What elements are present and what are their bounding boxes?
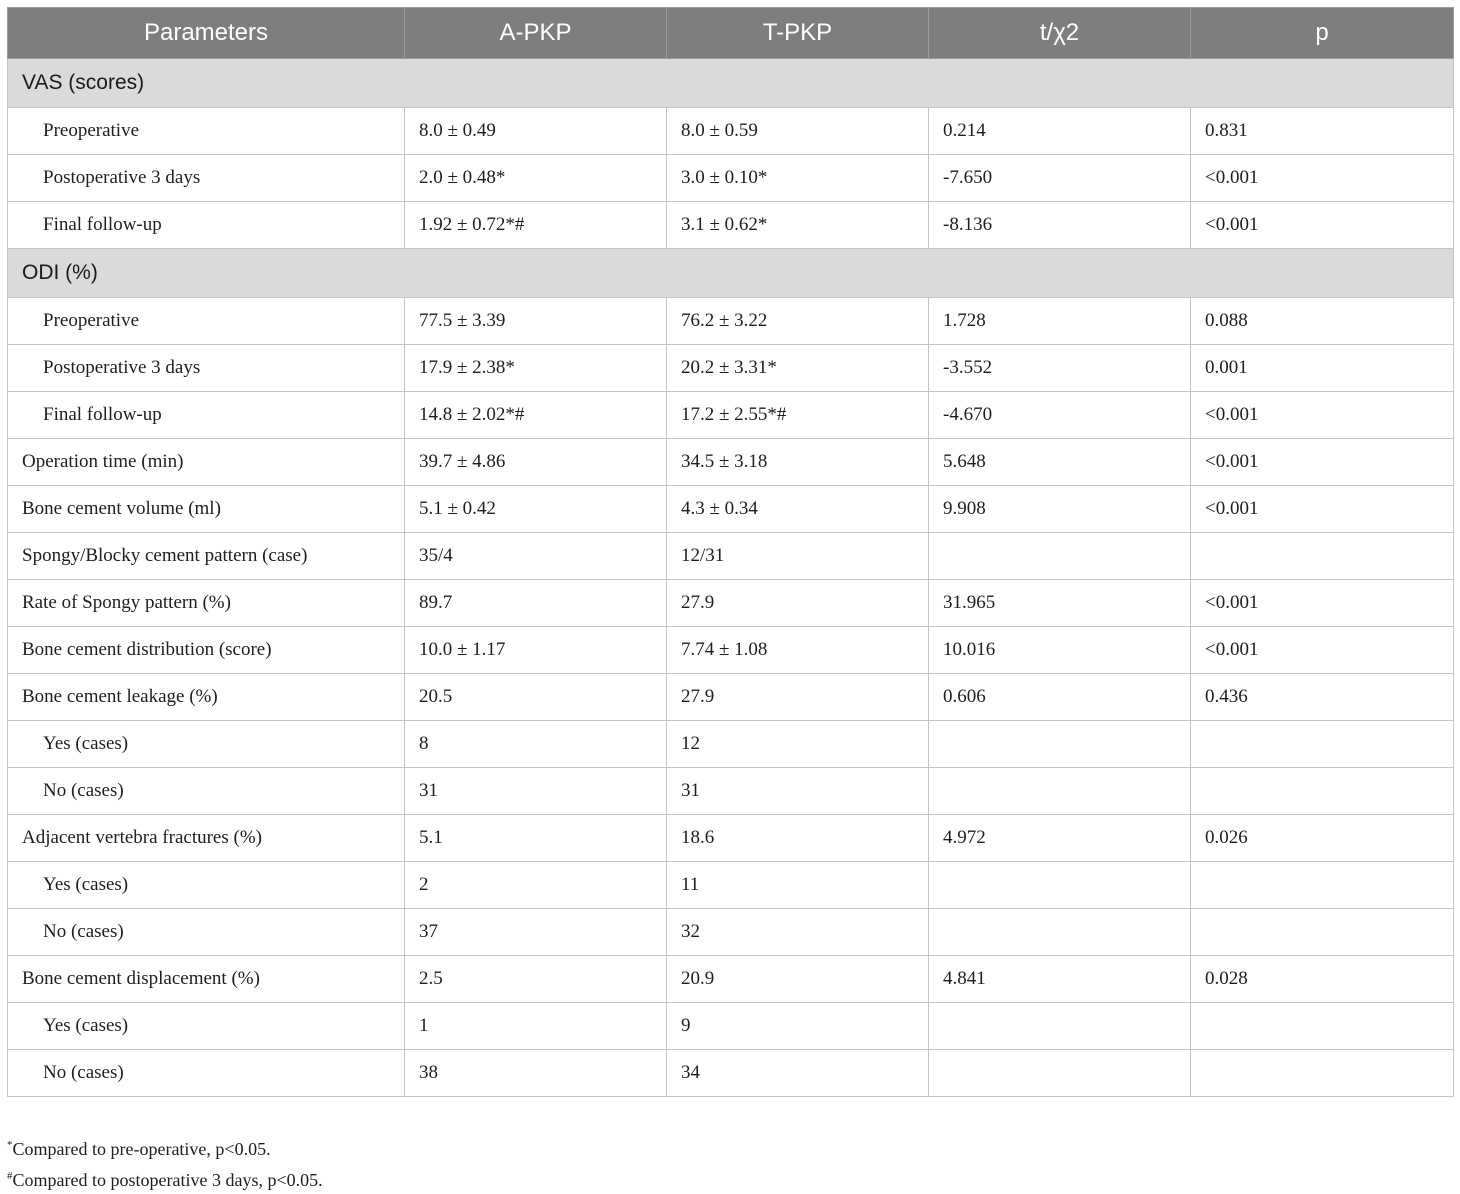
statistic-cell: -3.552 — [929, 345, 1191, 392]
a-pkp-cell: 2.0 ± 0.48* — [405, 155, 667, 202]
t-pkp-cell: 8.0 ± 0.59 — [667, 108, 929, 155]
p-value-cell: 0.001 — [1191, 345, 1454, 392]
table-row — [8, 155, 1454, 202]
a-pkp-cell: 2.5 — [405, 956, 667, 1003]
t-pkp-cell: 11 — [667, 862, 929, 909]
p-value-cell: 0.026 — [1191, 815, 1454, 862]
table-row — [8, 909, 1454, 956]
parameter-cell: Final follow-up — [8, 202, 405, 249]
statistic-cell — [929, 721, 1191, 768]
statistic-cell: 9.908 — [929, 486, 1191, 533]
parameter-cell: Postoperative 3 days — [8, 345, 405, 392]
table-row — [8, 956, 1454, 1003]
t-pkp-cell: 76.2 ± 3.22 — [667, 298, 929, 345]
p-value-cell — [1191, 768, 1454, 815]
results-table — [7, 7, 1454, 1097]
p-value-cell: 0.436 — [1191, 674, 1454, 721]
footnote-text: Compared to postoperative 3 days, p<0.05. — [12, 1170, 323, 1190]
footnote — [7, 1132, 323, 1163]
statistic-cell: 1.728 — [929, 298, 1191, 345]
parameter-cell: Operation time (min) — [8, 439, 405, 486]
statistic-cell: -8.136 — [929, 202, 1191, 249]
t-pkp-cell: 20.9 — [667, 956, 929, 1003]
table-row — [8, 627, 1454, 674]
a-pkp-cell: 1.92 ± 0.72*# — [405, 202, 667, 249]
a-pkp-cell: 8.0 ± 0.49 — [405, 108, 667, 155]
statistic-cell — [929, 909, 1191, 956]
t-pkp-cell: 34.5 ± 3.18 — [667, 439, 929, 486]
a-pkp-cell: 37 — [405, 909, 667, 956]
p-value-cell: 0.028 — [1191, 956, 1454, 1003]
statistic-cell — [929, 1050, 1191, 1097]
table-row — [8, 580, 1454, 627]
statistic-cell — [929, 862, 1191, 909]
parameter-cell: Yes (cases) — [8, 862, 405, 909]
a-pkp-cell: 5.1 ± 0.42 — [405, 486, 667, 533]
table-row — [8, 862, 1454, 909]
t-pkp-cell: 4.3 ± 0.34 — [667, 486, 929, 533]
a-pkp-cell: 77.5 ± 3.39 — [405, 298, 667, 345]
p-value-cell — [1191, 862, 1454, 909]
parameter-cell: Bone cement distribution (score) — [8, 627, 405, 674]
results-table-container — [7, 7, 1453, 1097]
statistic-cell — [929, 1003, 1191, 1050]
a-pkp-cell: 8 — [405, 721, 667, 768]
p-value-cell: <0.001 — [1191, 627, 1454, 674]
statistic-cell: 0.606 — [929, 674, 1191, 721]
section-label: VAS (scores) — [8, 59, 1454, 108]
table-row — [8, 298, 1454, 345]
parameter-cell: Preoperative — [8, 108, 405, 155]
statistic-cell — [929, 768, 1191, 815]
p-value-cell: <0.001 — [1191, 202, 1454, 249]
parameter-cell: No (cases) — [8, 768, 405, 815]
a-pkp-cell: 17.9 ± 2.38* — [405, 345, 667, 392]
table-row — [8, 439, 1454, 486]
t-pkp-cell: 27.9 — [667, 580, 929, 627]
statistic-cell: 4.972 — [929, 815, 1191, 862]
parameter-cell: Spongy/Blocky cement pattern (case) — [8, 533, 405, 580]
statistic-cell: 10.016 — [929, 627, 1191, 674]
statistic-cell: 4.841 — [929, 956, 1191, 1003]
a-pkp-cell: 14.8 ± 2.02*# — [405, 392, 667, 439]
a-pkp-cell: 10.0 ± 1.17 — [405, 627, 667, 674]
p-value-cell: <0.001 — [1191, 486, 1454, 533]
a-pkp-cell: 38 — [405, 1050, 667, 1097]
statistic-cell: 31.965 — [929, 580, 1191, 627]
statistic-cell: 5.648 — [929, 439, 1191, 486]
p-value-cell: <0.001 — [1191, 439, 1454, 486]
table-row — [8, 202, 1454, 249]
table-row — [8, 674, 1454, 721]
header-a-pkp: A-PKP — [405, 8, 667, 59]
p-value-cell — [1191, 721, 1454, 768]
parameter-cell: No (cases) — [8, 909, 405, 956]
p-value-cell: <0.001 — [1191, 580, 1454, 627]
table-row — [8, 721, 1454, 768]
statistic-cell — [929, 533, 1191, 580]
p-value-cell: 0.831 — [1191, 108, 1454, 155]
table-row — [8, 1050, 1454, 1097]
t-pkp-cell: 7.74 ± 1.08 — [667, 627, 929, 674]
footnote — [7, 1163, 323, 1194]
table-row — [8, 815, 1454, 862]
parameter-cell: Rate of Spongy pattern (%) — [8, 580, 405, 627]
p-value-cell — [1191, 909, 1454, 956]
parameter-cell: Bone cement volume (ml) — [8, 486, 405, 533]
parameter-cell: No (cases) — [8, 1050, 405, 1097]
p-value-cell — [1191, 533, 1454, 580]
t-pkp-cell: 20.2 ± 3.31* — [667, 345, 929, 392]
section-label: ODI (%) — [8, 249, 1454, 298]
a-pkp-cell: 31 — [405, 768, 667, 815]
table-row — [8, 392, 1454, 439]
a-pkp-cell: 39.7 ± 4.86 — [405, 439, 667, 486]
parameter-cell: Postoperative 3 days — [8, 155, 405, 202]
parameter-cell: Adjacent vertebra fractures (%) — [8, 815, 405, 862]
t-pkp-cell: 31 — [667, 768, 929, 815]
a-pkp-cell: 2 — [405, 862, 667, 909]
statistic-cell: -4.670 — [929, 392, 1191, 439]
t-pkp-cell: 34 — [667, 1050, 929, 1097]
footnote-mark: * — [7, 1139, 13, 1151]
statistic-cell: -7.650 — [929, 155, 1191, 202]
t-pkp-cell: 12/31 — [667, 533, 929, 580]
p-value-cell — [1191, 1003, 1454, 1050]
parameter-cell: Bone cement leakage (%) — [8, 674, 405, 721]
t-pkp-cell: 18.6 — [667, 815, 929, 862]
p-value-cell — [1191, 1050, 1454, 1097]
t-pkp-cell: 9 — [667, 1003, 929, 1050]
parameter-cell: Yes (cases) — [8, 721, 405, 768]
t-pkp-cell: 3.0 ± 0.10* — [667, 155, 929, 202]
parameter-cell: Bone cement displacement (%) — [8, 956, 405, 1003]
t-pkp-cell: 17.2 ± 2.55*# — [667, 392, 929, 439]
table-header-row — [8, 8, 1454, 59]
parameter-cell: Preoperative — [8, 298, 405, 345]
parameter-cell: Final follow-up — [8, 392, 405, 439]
table-row — [8, 345, 1454, 392]
section-header-row — [8, 59, 1454, 108]
header-p-value: p — [1191, 8, 1454, 59]
p-value-cell: <0.001 — [1191, 155, 1454, 202]
table-body — [8, 59, 1454, 1097]
footnote-text: Compared to pre-operative, p<0.05. — [12, 1139, 271, 1159]
t-pkp-cell: 12 — [667, 721, 929, 768]
t-pkp-cell: 3.1 ± 0.62* — [667, 202, 929, 249]
table-row — [8, 533, 1454, 580]
p-value-cell: 0.088 — [1191, 298, 1454, 345]
a-pkp-cell: 35/4 — [405, 533, 667, 580]
t-pkp-cell: 32 — [667, 909, 929, 956]
header-t-pkp: T-PKP — [667, 8, 929, 59]
footnote-mark: # — [7, 1170, 13, 1182]
table-row — [8, 108, 1454, 155]
table-row — [8, 486, 1454, 533]
table-row — [8, 1003, 1454, 1050]
a-pkp-cell: 20.5 — [405, 674, 667, 721]
t-pkp-cell: 27.9 — [667, 674, 929, 721]
header-test-statistic: t/χ2 — [929, 8, 1191, 59]
statistic-cell: 0.214 — [929, 108, 1191, 155]
parameter-cell: Yes (cases) — [8, 1003, 405, 1050]
a-pkp-cell: 89.7 — [405, 580, 667, 627]
footnotes — [7, 1132, 323, 1194]
p-value-cell: <0.001 — [1191, 392, 1454, 439]
header-parameters: Parameters — [8, 8, 405, 59]
section-header-row — [8, 249, 1454, 298]
a-pkp-cell: 1 — [405, 1003, 667, 1050]
table-row — [8, 768, 1454, 815]
a-pkp-cell: 5.1 — [405, 815, 667, 862]
